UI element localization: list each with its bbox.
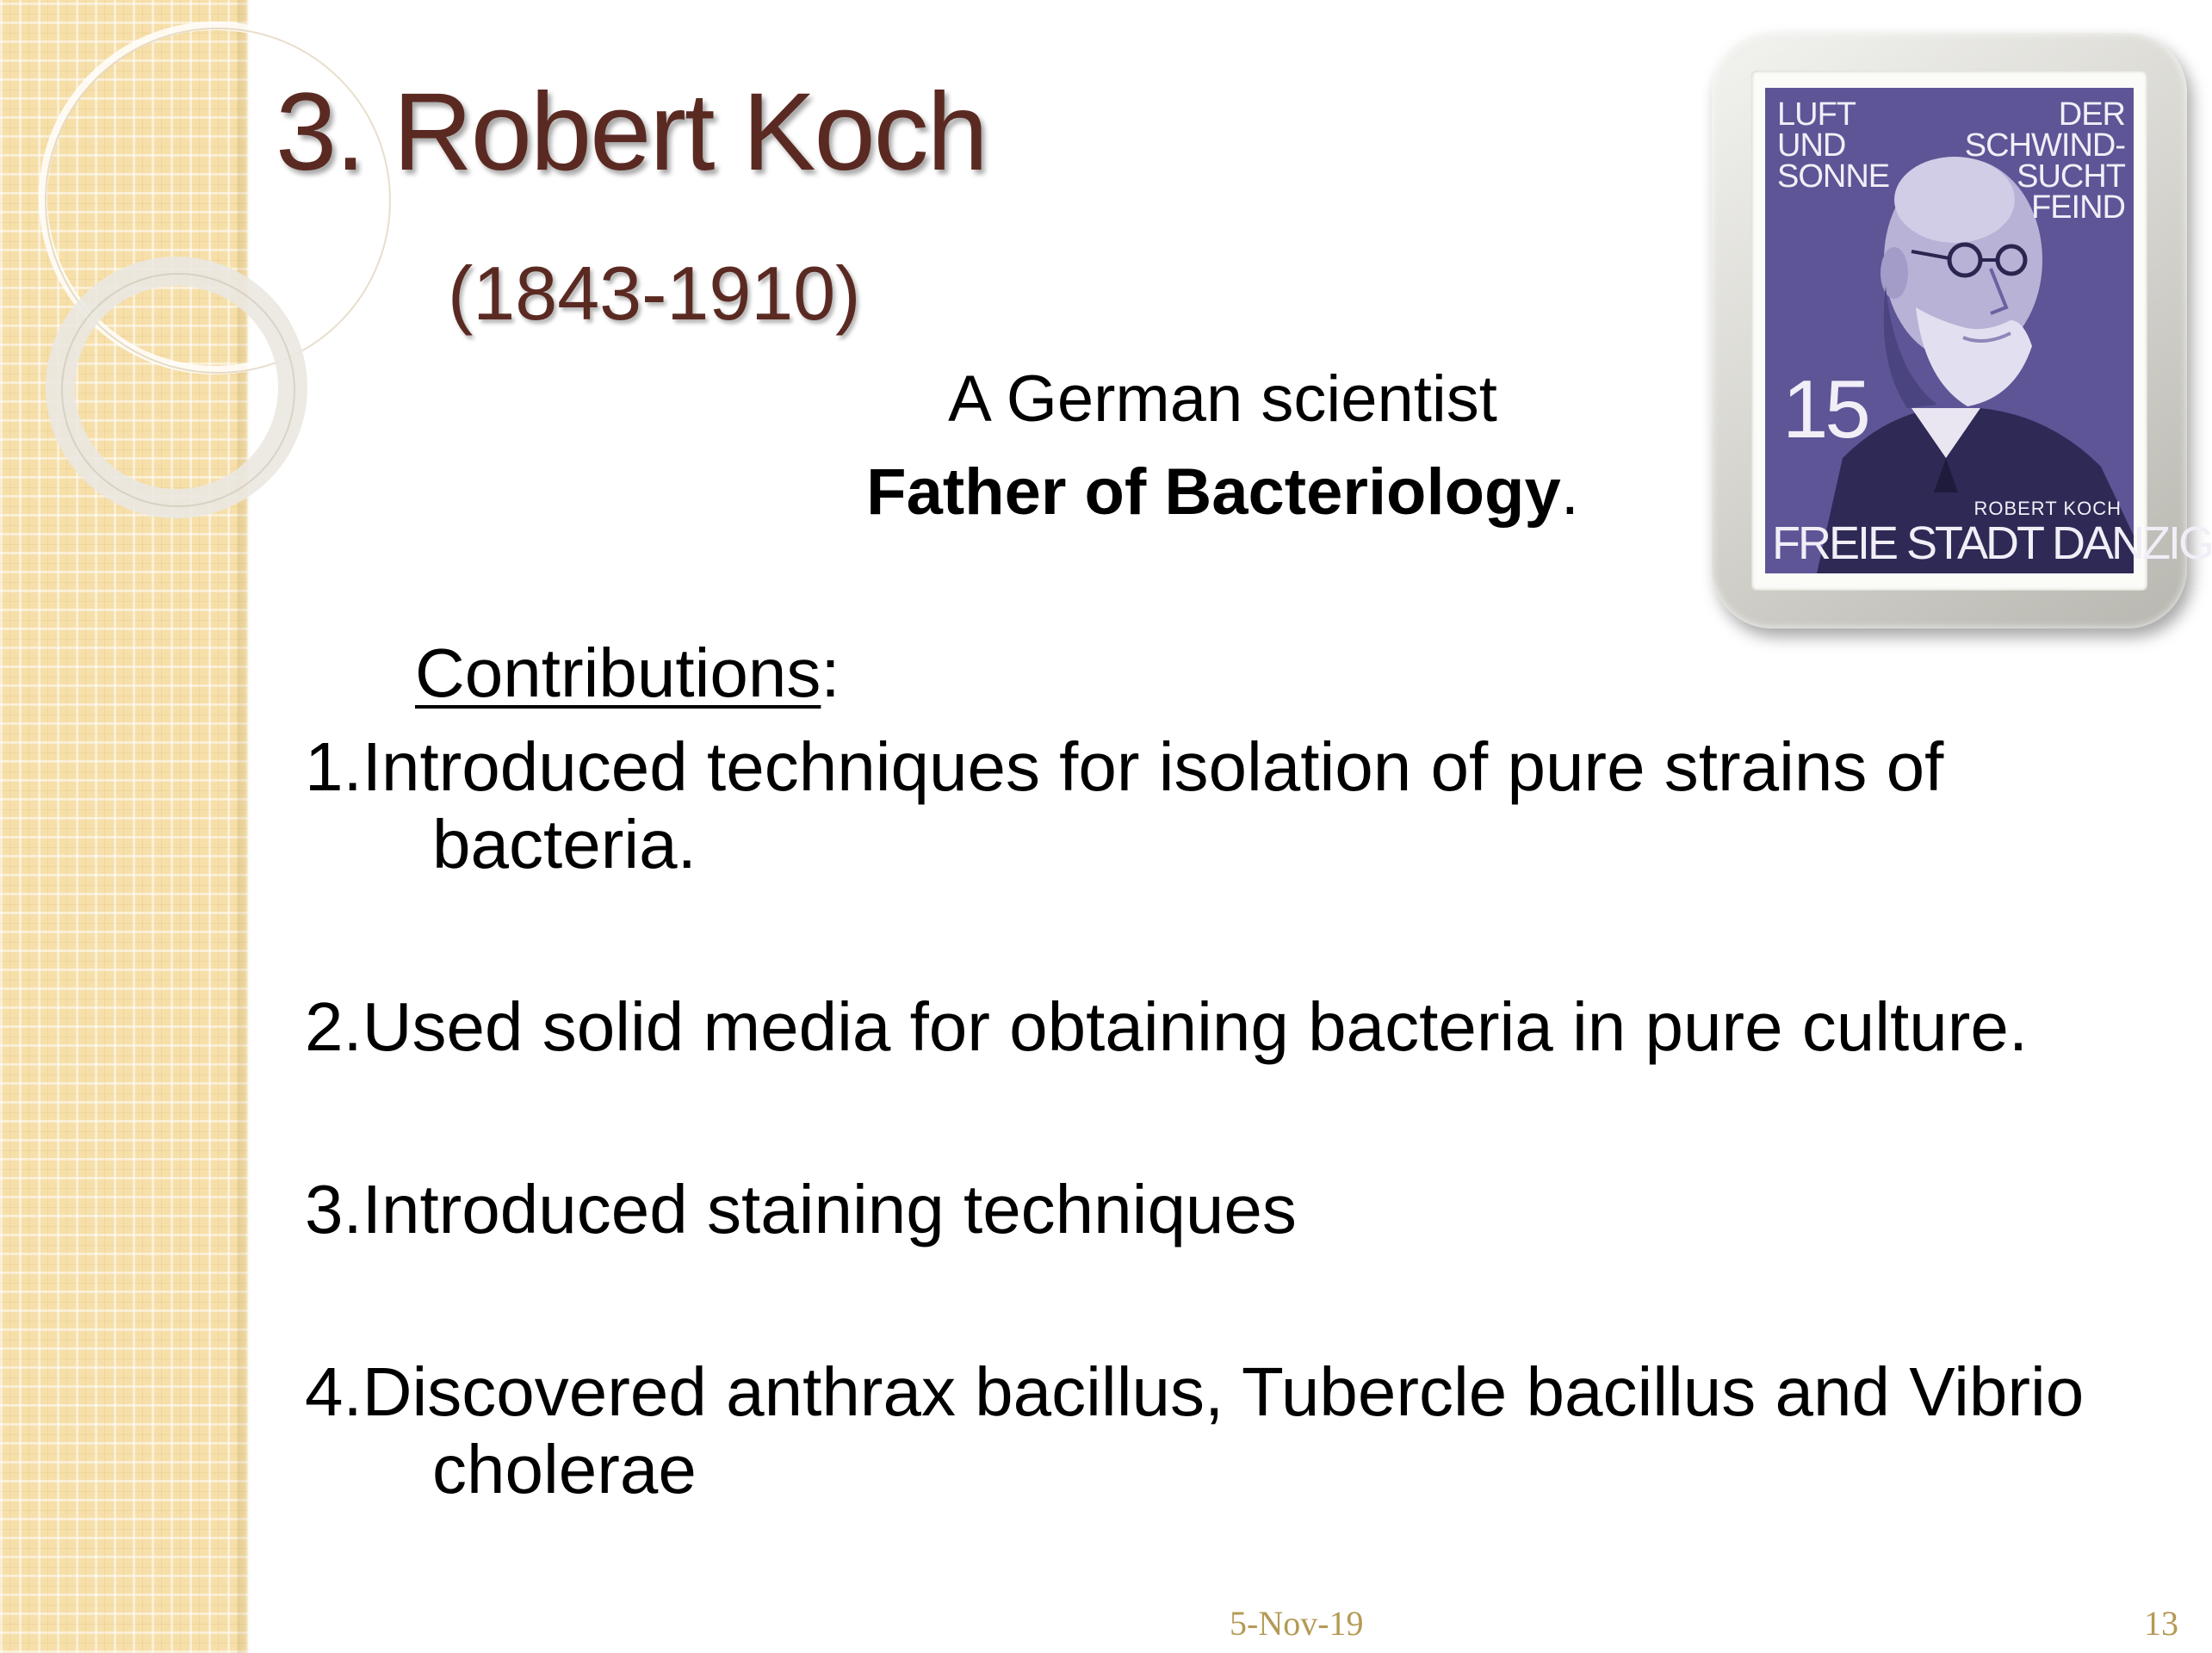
footer-date: 5-Nov-19 <box>1230 1604 1364 1643</box>
intro-line-title <box>758 446 1688 539</box>
contribution-item: 4.Discovered anthrax bacillus, Tubercle bacillus and Vibrio cholerae <box>305 1353 2085 1508</box>
stamp-value: 15 <box>1782 363 1868 455</box>
contributions-heading <box>415 634 840 713</box>
stamp-paper <box>1751 71 2212 591</box>
stamp-text-top-right: DER SCHWIND- SUCHT FEIND <box>1964 96 2125 226</box>
father-of-bacteriology-text: Father of Bacteriology <box>866 455 1561 529</box>
decorative-rings <box>0 0 258 551</box>
stamp-image-frame <box>1712 33 2212 628</box>
stamp-name: ROBERT KOCH <box>1973 498 2122 519</box>
intro-line-nationality: A German scientist <box>948 362 1497 436</box>
intro-block <box>758 353 1688 539</box>
koch-portrait-stamp <box>1765 88 2212 573</box>
page-number: 13 <box>2144 1604 2178 1643</box>
contributions-heading-text: Contributions <box>415 635 821 711</box>
life-years: (1843-1910) <box>448 251 861 336</box>
contributions-heading-colon: : <box>821 635 840 711</box>
contributions-list <box>305 728 2147 1508</box>
contribution-item: 3.Introduced staining techniques <box>305 1171 1297 1247</box>
stamp-text-bottom: FREIE STADT DANZIG <box>1772 517 2212 569</box>
intro-line-end: . <box>1560 455 1579 529</box>
slide-title: 3. Robert Koch <box>276 71 987 194</box>
stamp-text-top-left: LUFT UND SONNE <box>1777 96 1890 195</box>
contribution-item: 1.Introduced techniques for isolation of pure strains of bacteria. <box>305 728 1944 882</box>
contribution-item: 2.Used solid media for obtaining bacteria in pure culture. <box>305 988 2029 1065</box>
